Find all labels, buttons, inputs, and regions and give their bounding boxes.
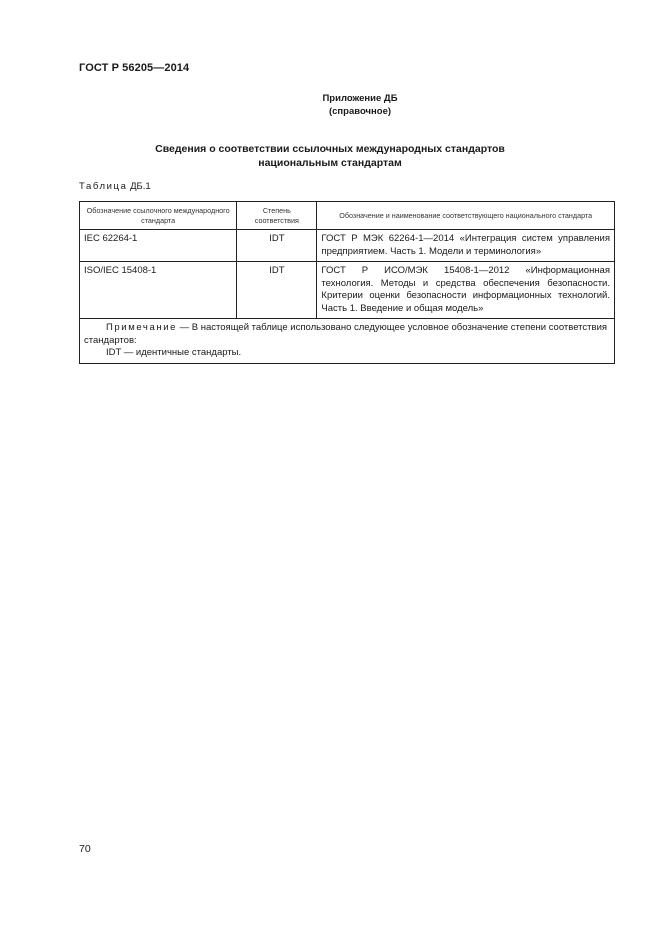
table-row <box>80 262 615 319</box>
cell-national: ГОСТ Р МЭК 62264-1—2014 «Интеграция систем управления предприятием. Часть 1. Модели и терминология» <box>317 230 615 262</box>
page-number: 70 <box>79 843 91 855</box>
table-caption-word: Таблица <box>79 181 128 192</box>
table-row <box>80 230 615 262</box>
column-header-degree: Степень соответствия <box>237 202 317 230</box>
table-note-row <box>80 319 615 364</box>
cell-reference: IEC 62264-1 <box>80 230 237 262</box>
section-title-line-1: Сведения о соответствии ссылочных международных стандартов <box>155 143 505 155</box>
table-caption <box>79 181 151 192</box>
note-label: Примечание <box>106 322 177 333</box>
cell-reference: ISO/IEC 15408-1 <box>80 262 237 319</box>
note-legend: IDT — идентичные стандарты. <box>106 347 242 358</box>
column-header-reference: Обозначение ссылочного международного стандарта <box>80 202 237 230</box>
table-caption-id: ДБ.1 <box>130 181 151 192</box>
annex-title: Приложение ДБ <box>322 93 398 104</box>
table-note <box>80 319 615 364</box>
cell-national: ГОСТ Р ИСО/МЭК 15408-1—2012 «Информационная технология. Методы и средства обеспечения безопасности. Критерии оценки безопасности информационных технологий. Часть 1. Введение и общая модель» <box>317 262 615 319</box>
correspondence-table <box>79 201 615 364</box>
annex-heading <box>300 92 420 118</box>
document-code: ГОСТ Р 56205—2014 <box>79 62 190 74</box>
section-title-line-2: национальным стандартам <box>258 157 402 169</box>
note-text: — В настоящей таблице использовано следующее условное обозначение степени соответствия стандартов: <box>84 322 608 346</box>
table-header-row <box>80 202 615 230</box>
column-header-national: Обозначение и наименование соответствующего национального стандарта <box>317 202 615 230</box>
cell-degree: IDT <box>237 230 317 262</box>
cell-degree: IDT <box>237 262 317 319</box>
section-title <box>130 142 530 170</box>
annex-subtitle: (справочное) <box>328 106 392 117</box>
